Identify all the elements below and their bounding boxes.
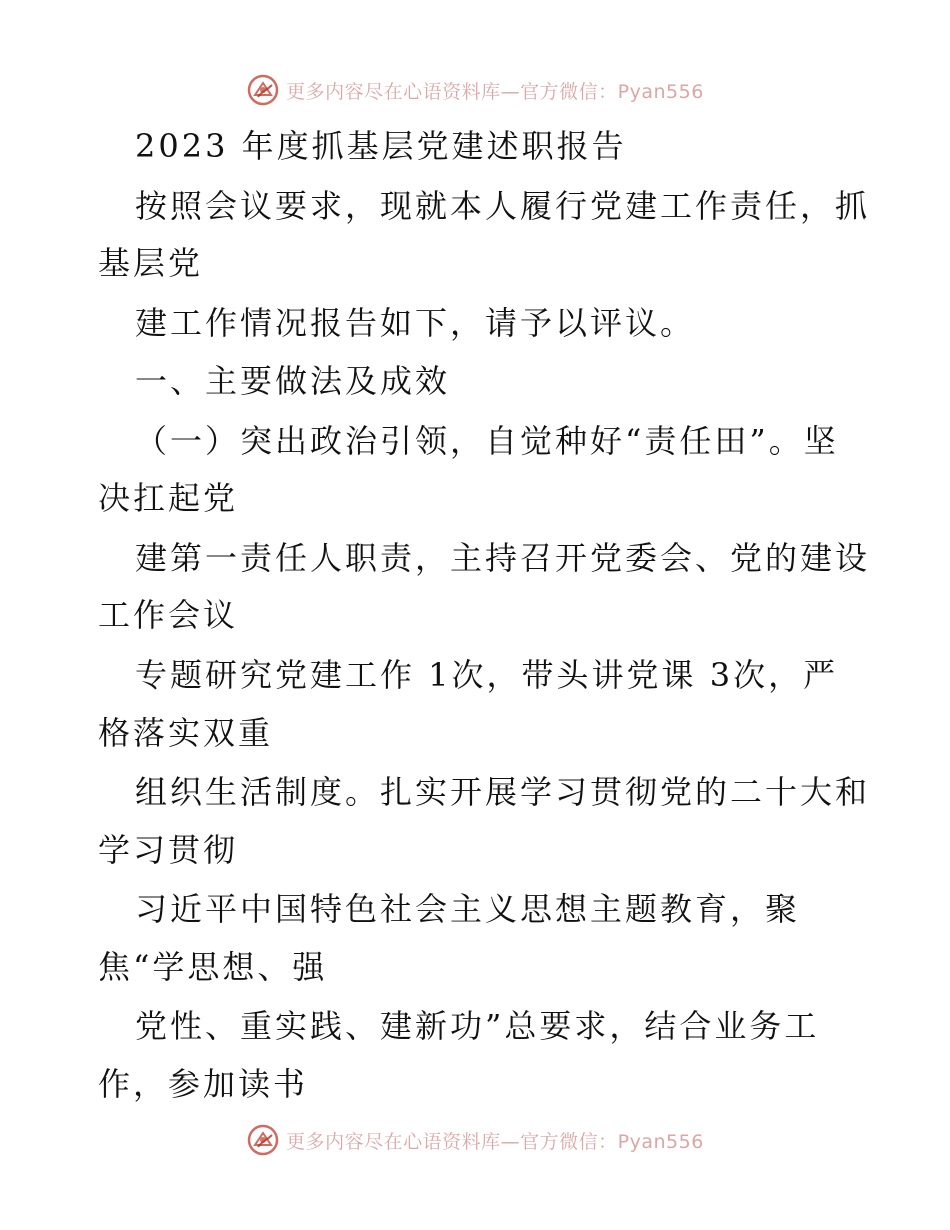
subsection-heading: （一）突出政治引领，自觉种好“责任田”。坚: [135, 422, 839, 460]
header-watermark: [0, 70, 950, 110]
paragraph-line: 作，参加读书: [98, 1065, 309, 1103]
seal-logo-icon: [246, 1123, 280, 1157]
watermark-text: 更多内容尽在心语资料库—官方微信：Pyan556: [286, 80, 704, 103]
paragraph-line: 习近平中国特色社会主义思想主题教育，聚: [135, 890, 801, 928]
seal-logo-icon: [246, 73, 280, 107]
paragraph-line: 学习贯彻: [98, 831, 239, 869]
paragraph-line: 党性、重实践、建新功”总要求，结合业务工: [135, 1007, 820, 1045]
paragraph-line: 决扛起党: [98, 479, 239, 517]
paragraph-line: 基层党: [98, 244, 204, 282]
paragraph-line: 焦“学思想、强: [98, 948, 328, 986]
watermark-text: 更多内容尽在心语资料库—官方微信：Pyan556: [286, 1130, 704, 1153]
paragraph-line: 格落实双重: [98, 714, 274, 752]
paragraph-line: 工作会议: [98, 596, 239, 634]
paragraph-line: 专题研究党建工作 1次，带头讲党课 3次，严: [135, 656, 839, 694]
footer-watermark: [0, 1120, 950, 1160]
paragraph-line: 建第一责任人职责，主持召开党委会、党的建设: [135, 539, 871, 577]
paragraph-line: 组织生活制度。扎实开展学习贯彻党的二十大和: [135, 773, 871, 811]
paragraph-line: 建工作情况报告如下，请予以评议。: [135, 304, 696, 342]
document-title: 2023 年度抓基层党建述职报告: [135, 127, 627, 165]
section-heading: 一、主要做法及成效: [135, 362, 451, 400]
paragraph-line: 按照会议要求，现就本人履行党建工作责任，抓: [135, 187, 871, 225]
